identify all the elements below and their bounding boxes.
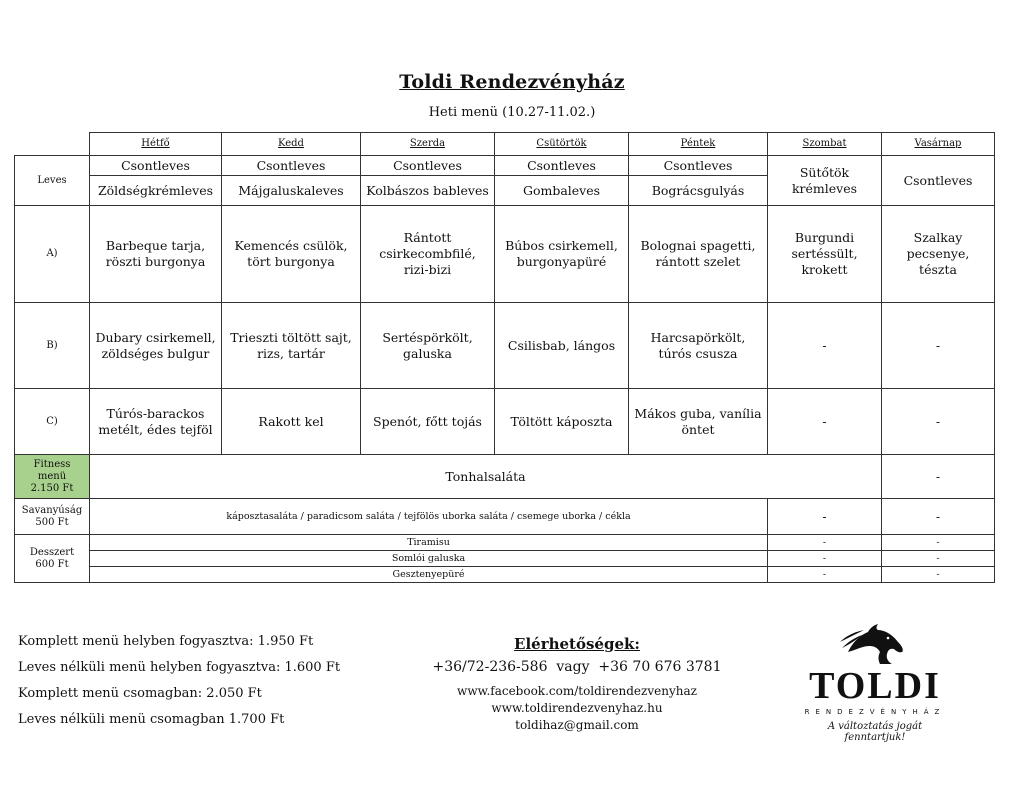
pickles-label-price: 500 Ft — [35, 516, 69, 528]
dessert-label-name: Desszert — [29, 546, 75, 558]
dessert-saturday: - — [768, 535, 882, 551]
soup-2-wednesday: Kolbászos bableves — [361, 176, 495, 206]
website-link[interactable]: www.toldirendezvenyhaz.hu — [491, 701, 663, 715]
menu-b-friday: Harcsapörkölt, túrós csusza — [629, 303, 768, 389]
pickles-row — [15, 499, 995, 535]
price-line: Komplett menü helyben fogyasztva: 1.950 Ft — [18, 634, 314, 649]
dessert-label-price: 600 Ft — [35, 558, 69, 570]
dessert-saturday: - — [768, 551, 882, 567]
corner-cell — [15, 133, 90, 156]
email-link[interactable]: toldihaz@gmail.com — [515, 718, 639, 732]
menu-b-tuesday: Trieszti töltött sajt, rizs, tartár — [222, 303, 361, 389]
pickles-label-name: Savanyúság — [21, 504, 83, 516]
pickles-saturday: - — [768, 499, 882, 535]
day-header-row — [15, 133, 995, 156]
fitness-label — [15, 455, 90, 499]
dessert-sunday: - — [882, 535, 995, 551]
menu-c-monday: Túrós-barackos metélt, édes tejföl — [90, 389, 222, 455]
soup-1-friday: Csontleves — [629, 156, 768, 176]
price-line: Leves nélküli menü csomagban 1.700 Ft — [18, 712, 285, 727]
menu-a-saturday: Burgundi sertéssült, krokett — [768, 206, 882, 303]
menu-a-wednesday: Rántott csirkecombfilé, rizi-bizi — [361, 206, 495, 303]
menu-c-thursday: Töltött káposzta — [495, 389, 629, 455]
menu-row-c — [15, 389, 995, 455]
day-monday: Hétfő — [90, 133, 222, 156]
menu-a-monday: Barbeque tarja, röszti burgonya — [90, 206, 222, 303]
price-line: Komplett menü csomagban: 2.050 Ft — [18, 686, 262, 701]
price-list — [18, 633, 340, 737]
menu-b-sunday: - — [882, 303, 995, 389]
dessert-row-1 — [15, 535, 995, 551]
page-title: Toldi Rendezvényház — [399, 71, 625, 93]
fitness-row — [15, 455, 995, 499]
dessert-item: Gesztenyepüré — [90, 567, 768, 583]
dessert-row-2 — [15, 551, 995, 567]
disclaimer: A változtatás jogát fenntartjuk! — [827, 721, 923, 743]
day-sunday: Vasárnap — [882, 133, 995, 156]
dessert-sunday: - — [882, 551, 995, 567]
menu-a-tuesday: Kemencés csülök, tört burgonya — [222, 206, 361, 303]
menu-a-thursday: Búbos csirkemell, burgonyapüré — [495, 206, 629, 303]
dessert-label — [15, 535, 90, 583]
brand-name: TOLDI — [809, 665, 941, 707]
soup-1-tuesday: Csontleves — [222, 156, 361, 176]
day-saturday: Szombat — [768, 133, 882, 156]
day-thursday: Csütörtök — [495, 133, 629, 156]
soup-2-tuesday: Májgaluskaleves — [222, 176, 361, 206]
menu-c-saturday: - — [768, 389, 882, 455]
soup-row-1 — [15, 156, 995, 176]
day-friday: Péntek — [629, 133, 768, 156]
menu-row-a — [15, 206, 995, 303]
menu-a-sunday: Szalkay pecsenye, tészta — [882, 206, 995, 303]
day-tuesday: Kedd — [222, 133, 361, 156]
fitness-sunday: - — [882, 455, 995, 499]
menu-c-tuesday: Rakott kel — [222, 389, 361, 455]
fitness-item: Tonhalsaláta — [90, 455, 882, 499]
soup-2-monday: Zöldségkrémleves — [90, 176, 222, 206]
fitness-label-price: 2.150 Ft — [30, 482, 74, 494]
menu-label-a: A) — [15, 206, 90, 303]
dessert-saturday: - — [768, 567, 882, 583]
menu-a-friday: Bolognai spagetti, rántott szelet — [629, 206, 768, 303]
facebook-link[interactable]: www.facebook.com/toldirendezvenyhaz — [457, 684, 697, 698]
soup-label: Leves — [15, 156, 90, 206]
soup-1-monday: Csontleves — [90, 156, 222, 176]
pickles-sunday: - — [882, 499, 995, 535]
pickles-label — [15, 499, 90, 535]
dessert-item: Tiramisu — [90, 535, 768, 551]
page-subtitle: Heti menü (10.27-11.02.) — [428, 105, 596, 120]
menu-label-c: C) — [15, 389, 90, 455]
dessert-item: Somlói galuska — [90, 551, 768, 567]
contact-phone: +36/72-236-586 vagy +36 70 676 3781 — [432, 659, 722, 675]
menu-b-wednesday: Sertéspörkölt, galuska — [361, 303, 495, 389]
horse-head-icon — [840, 622, 910, 664]
price-line: Leves nélküli menü helyben fogyasztva: 1.600 Ft — [18, 660, 341, 675]
pickles-item: káposztasaláta / paradicsom saláta / tejfölös uborka saláta / csemege uborka / cékla — [90, 499, 768, 535]
day-wednesday: Szerda — [361, 133, 495, 156]
soup-2-friday: Bográcsgulyás — [629, 176, 768, 206]
dessert-sunday: - — [882, 567, 995, 583]
toldi-logo — [800, 622, 950, 743]
fitness-label-name: Fitness menü — [33, 458, 71, 482]
menu-b-monday: Dubary csirkemell, zöldséges bulgur — [90, 303, 222, 389]
menu-c-wednesday: Spenót, főtt tojás — [361, 389, 495, 455]
menu-b-thursday: Csilisbab, lángos — [495, 303, 629, 389]
weekly-menu-table — [14, 132, 995, 583]
dessert-row-3 — [15, 567, 995, 583]
menu-b-saturday: - — [768, 303, 882, 389]
menu-c-friday: Mákos guba, vanília öntet — [629, 389, 768, 455]
soup-1-thursday: Csontleves — [495, 156, 629, 176]
soup-saturday: Sütőtök krémleves — [768, 156, 882, 206]
menu-row-b — [15, 303, 995, 389]
contact-title: Elérhetőségek: — [514, 635, 640, 653]
menu-c-sunday: - — [882, 389, 995, 455]
soup-2-thursday: Gombaleves — [495, 176, 629, 206]
menu-label-b: B) — [15, 303, 90, 389]
soup-1-wednesday: Csontleves — [361, 156, 495, 176]
brand-subtitle: RENDEZVÉNYHÁZ — [804, 708, 946, 716]
soup-sunday: Csontleves — [882, 156, 995, 206]
contact-block — [420, 635, 734, 734]
